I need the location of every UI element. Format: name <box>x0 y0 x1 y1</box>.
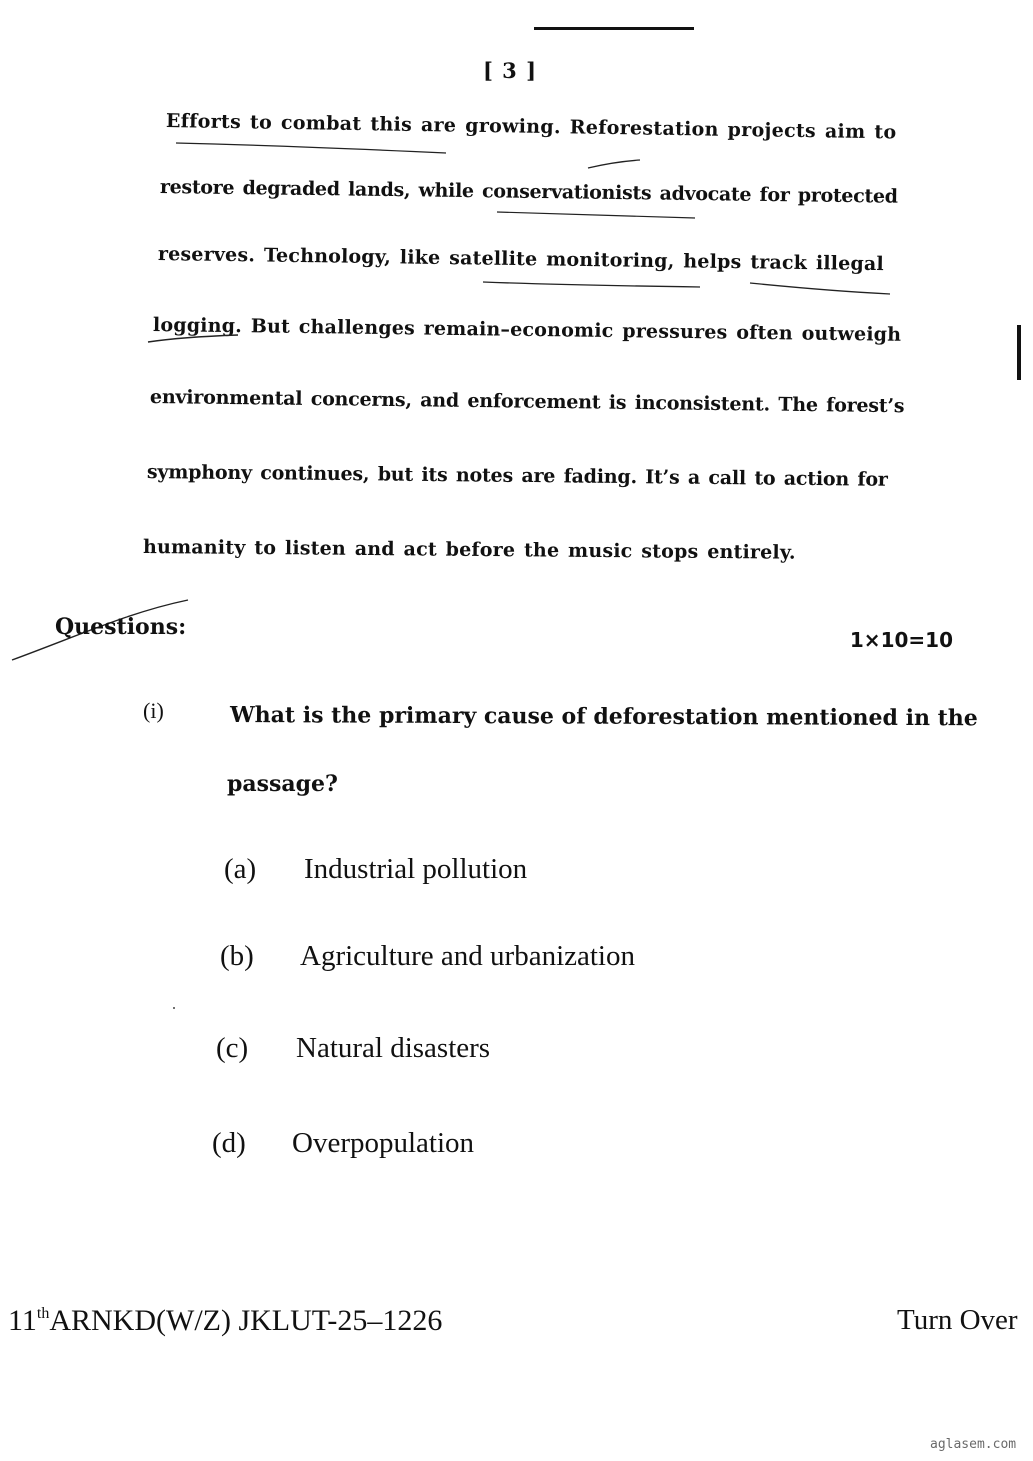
option-label: (b) <box>220 940 254 972</box>
paper-code-sup: th <box>36 1305 50 1322</box>
watermark: aglasem.com <box>930 1437 1017 1452</box>
option-text: Natural disasters <box>296 1032 491 1064</box>
option-text: Industrial pollution <box>304 853 528 885</box>
question-number: (i) <box>143 698 164 723</box>
option-text: Overpopulation <box>292 1127 475 1159</box>
option-b <box>220 940 635 973</box>
questions-heading: Questions: <box>55 614 187 640</box>
paper-code <box>8 1304 442 1338</box>
option-label: (d) <box>212 1127 246 1159</box>
passage-line: restore degraded lands, while conservationists advocate for protected <box>159 176 898 208</box>
option-d <box>212 1127 474 1160</box>
passage-line: reserves. Technology, like satellite monitoring, helps track illegal <box>157 243 885 276</box>
paper-code-prefix: 11 <box>8 1304 37 1337</box>
passage-line: Efforts to combat this are growing. Reforestation projects aim to <box>165 110 897 144</box>
passage-line: environmental concerns, and enforcement is inconsistent. The forest’s <box>149 386 905 418</box>
marks-allocation: 1×10=10 <box>849 628 953 652</box>
passage-line: symphony continues, but its notes are fading. It’s a call to action for <box>146 461 888 491</box>
question-text: passage? <box>227 771 338 797</box>
passage-line: logging. But challenges remain–economic pressures often outweigh <box>152 314 902 346</box>
turn-over-note: Turn Over <box>897 1304 1018 1336</box>
question-text: What is the primary cause of deforestation mentioned in the <box>229 702 978 732</box>
margin-mark <box>1017 325 1021 380</box>
option-label: (a) <box>224 853 257 885</box>
option-text: Agriculture and urbanization <box>300 940 635 972</box>
stray-dot <box>173 1007 175 1009</box>
page-number: [ 3 ] <box>482 58 538 83</box>
paper-code-rest: ARNKD(W/Z) JKLUT-25–1226 <box>49 1304 443 1337</box>
option-c <box>216 1032 490 1065</box>
option-a <box>224 853 527 886</box>
option-label: (c) <box>216 1032 249 1064</box>
top-rule <box>534 27 694 30</box>
passage-line: humanity to listen and act before the music stops entirely. <box>142 536 796 564</box>
